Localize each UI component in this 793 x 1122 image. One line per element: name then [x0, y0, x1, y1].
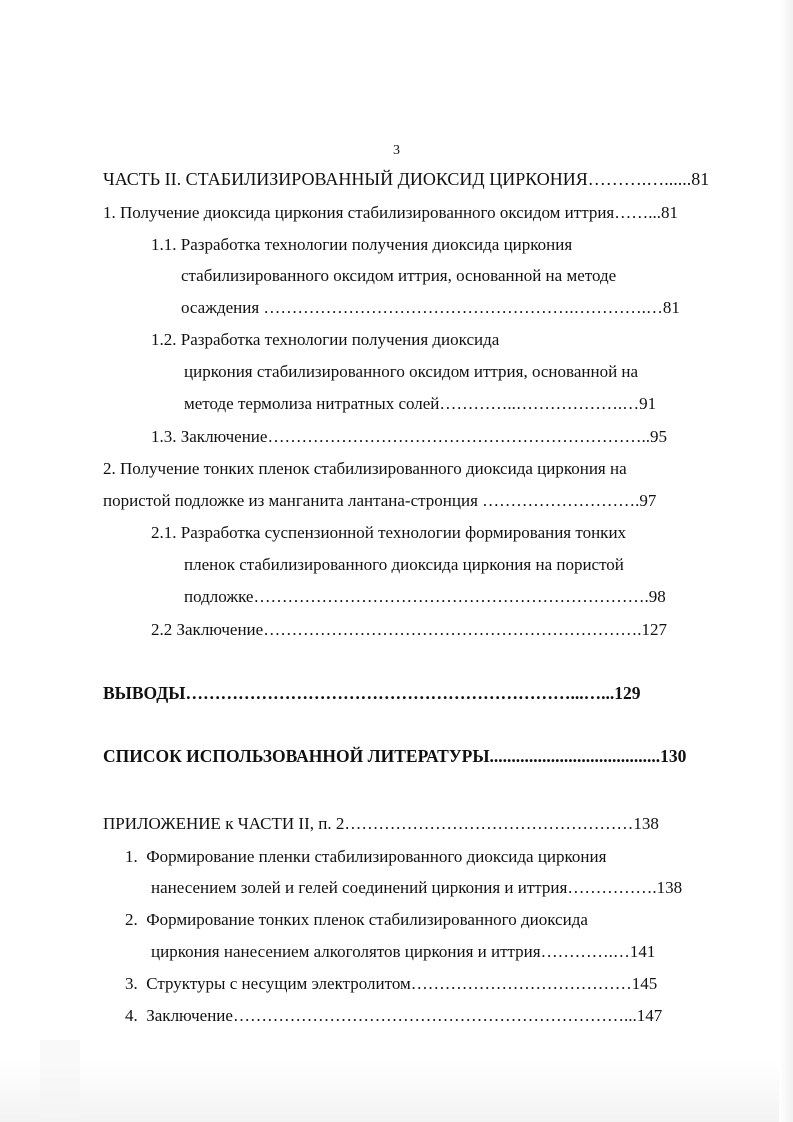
toc-section-2-2: 2.2 Заключение………………………………………………………….127: [151, 620, 667, 639]
toc-section-1-2-line3: методе термолиза нитратных солей…………..……………….…91: [184, 394, 657, 413]
toc-section-2-line1: 2. Получение тонких пленок стабилизированного диоксида циркония на: [103, 459, 627, 478]
toc-references: СПИСОК ИСПОЛЬЗОВАННОЙ ЛИТЕРАТУРЫ.......................................130: [103, 746, 687, 766]
scan-smudge: [40, 1040, 80, 1122]
toc-appendix-item-1-line2: нанесением золей и гелей соединений циркония и иттрия…………….138: [151, 878, 683, 897]
toc-section-2-1-line1: 2.1. Разработка суспензионной технологии формирования тонких: [151, 523, 627, 542]
scan-shadow-right: [779, 0, 793, 1122]
toc-section-2-1-line3: подложке…………………………………………………………….98: [184, 587, 666, 606]
toc-conclusions: ВЫВОДЫ…………………………………………………………...…...129: [103, 683, 641, 703]
toc-section-1-1-line2: стабилизированного оксидом иттрия, основанной на методе: [181, 266, 617, 285]
toc-appendix-item-2-line1: 2. Формирование тонких пленок стабилизированного диоксида: [125, 910, 588, 929]
page-number: 3: [393, 143, 400, 158]
toc-section-2-line2: пористой подложке из манганита лантана-стронция ……………………….97: [103, 491, 657, 510]
toc-appendix-item-1-line1: 1. Формирование пленки стабилизированного диоксида циркония: [125, 847, 607, 866]
toc-appendix-item-4: 4. Заключение……………………………………………………………...147: [125, 1006, 663, 1025]
toc-section-1-1-line1: 1.1. Разработка технологии получения диоксида циркония: [151, 235, 573, 254]
toc-appendix: ПРИЛОЖЕНИЕ к ЧАСТИ II, п. 2……………………………………………138: [103, 814, 659, 833]
toc-appendix-item-2-line2: циркония нанесением алкоголятов циркония и иттрия………….…141: [151, 942, 656, 961]
scan-shadow-bottom: [0, 1060, 793, 1122]
toc-part2-title: ЧАСТЬ II. СТАБИЛИЗИРОВАННЫЙ ДИОКСИД ЦИРКОНИЯ……….…......81: [103, 169, 710, 189]
toc-section-1-2-line2: циркония стабилизированного оксидом иттрия, основанной на: [184, 362, 639, 381]
toc-section-1: 1. Получение диоксида циркония стабилизированного оксидом иттрия……...81: [103, 203, 679, 222]
toc-section-1-2-line1: 1.2. Разработка технологии получения диоксида: [151, 330, 500, 349]
toc-section-1-3: 1.3. Заключение…………………………………………………………..95: [151, 427, 667, 446]
toc-appendix-item-3: 3. Структуры с несущим электролитом…………………………………145: [125, 974, 658, 993]
toc-section-1-1-line3: осаждения ……………………………………………….………….…81: [181, 298, 680, 317]
toc-section-2-1-line2: пленок стабилизированного диоксида циркония на пористой: [184, 555, 624, 574]
